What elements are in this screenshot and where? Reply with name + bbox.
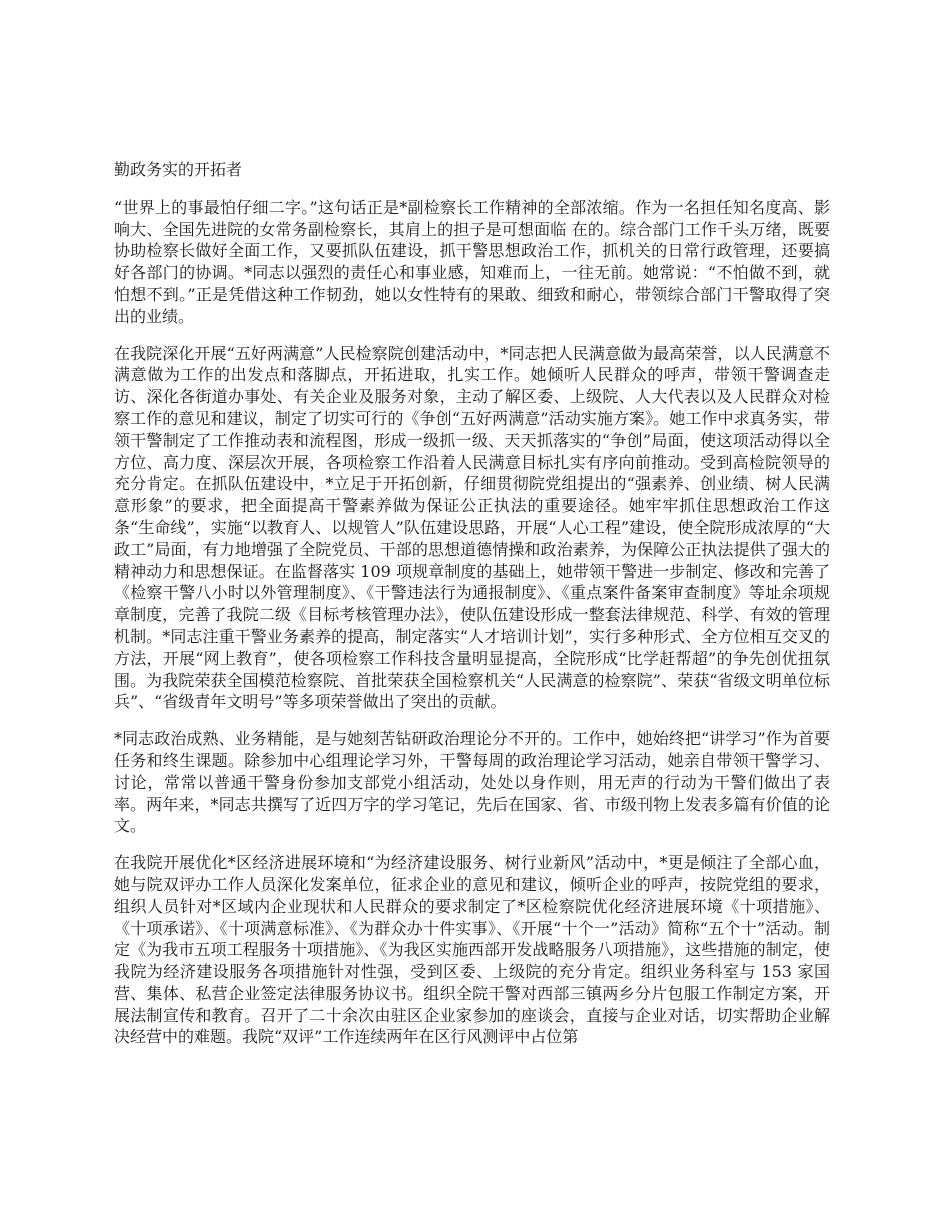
document-title: 勤政务实的开拓者 [114,160,243,179]
paragraph-2: 在我院深化开展“五好两满意”人民检察院创建活动中，*同志把人民满意做为最高荣誉，以人民满意不满意做为工作的出发点和落脚点，开拓进取，扎实工作。她倾听人民群众的呼声，带领干警调查走访、深化各街道办事处、有关企业及服务对象，主动了解区委、上级院、人大代表以及人民群众对检察工作的意见和建议，制定了切实可行的《争创“五好两满意”活动实施方案》。她工作中求真务实，带领干警制定了工作推动表和流程图，形成一级抓一级、天天抓落实的“争创”局面，使这项活动得以全方位、高力度、深层次开展，各项检察工作沿着人民满意目标扎实有序向前推动。受到高检院领导的充分肯定。在抓队伍建设中，*立足于开拓创新，仔细贯彻院党组提出的“强素养、创业绩、树人民满意形象”的要求，把全面提高干警素养做为保证公正执法的重要途径。她牢牢抓住思想政治工作这条“生命线”，实施“以教育人、以规管人”队伍建设思路，开展“人心工程”建设，使全院形成浓厚的“大政工”局面，有力地增强了全院党员、干部的思想道德情操和政治素养，为保障公正执法提供了强大的精神动力和思想保证。在监督落实 109 项规章制度的基础上，她带领干警进一步制定、修改和完善了《检察干警八小时以外管理制度》、《干警违法行为通报制度》、《重点案件备案审查制度》等址余项规章制度，完善了我院二级《目标考核管理办法》，使队伍建设形成一整套法律规范、科学、有效的管理机制。*同志注重干警业务素养的提高，制定落实“人才培训计划”，实行多种形式、全方位相互交叉的方法，开展“网上教育”，使各项检察工作科技含量明显提高，全院形成“比学赶帮超”的争先创优扭氛围。为我院荣获全国模范检察院、首批荣获全国检察机关“人民满意的检察院”、荣获“省级文明单位标兵”、“省级青年文明号”等多项荣誉做出了突出的贡献。 [114,343,830,712]
paragraph-4: 在我院开展优化*区经济进展环境和“为经济建设服务、树行业新风”活动中，*更是倾注了全部心血，她与院双评办工作人员深化发案单位，征求企业的意见和建议，倾听企业的呼声，按院党组的要求，组织人员针对*区域内企业现状和人民群众的要求制定了*区检察院优化经济进展环境《十项措施》、《十项承诺》、《十项满意标准》、《为群众办十件实事》、《开展“十个一”活动》简称“五个十”活动。制定《为我市五项工程服务十项措施》、《为我区实施西部开发战略服务八项措施》，这些措施的制定，使我院为经济建设服务各项措施针对性强，受到区委、上级院的充分肯定。组织业务科室与 153 家国营、集体、私营企业签定法律服务协议书。组织全院干警对西部三镇两乡分片包服工作制定方案，开展法制宣传和教育。召开了二十余次由驻区企业家参加的座谈会，直接与企业对话，切实帮助企业解决经营中的难题。我院“双评”工作连续两年在区行风测评中占位第 [114,853,830,1047]
paragraph-3: *同志政治成熟、业务精能，是与她刻苦钻研政治理论分不开的。工作中，她始终把“讲学习”作为首要任务和终生课题。除参加中心组理论学习外，干警每周的政治理论学习活动，她亲自带领干警学习、讨论，常常以普通干警身份参加支部党小组活动，处处以身作则，用无声的行动为干警们做出了表率。两年来，*同志共撰写了近四万字的学习笔记，先后在国家、省、市级刊物上发表多篇有价值的论文。 [114,729,830,836]
paragraph-1: “世界上的事最怕仔细二字。”这句话正是*副检察长工作精神的全部浓缩。作为一名担任知名度高、影响大、全国先进院的女常务副检察长，其肩上的担子是可想面临 在的。综合部门工作千头万绪，既要协助检察长做好全面工作，又要抓队伍建设，抓干警思想政治工作，抓机关的日常行政管理，还要搞好各部门的协调。*同志以强烈的责任心和事业感，知难而上，一往无前。她常说：“不怕做不到，就怕想不到。”正是凭借这种工作韧劲，她以女性特有的果敢、细致和耐心，带领综合部门干警取得了突出的业绩。 [114,197,830,326]
document-page [114,159,830,1063]
